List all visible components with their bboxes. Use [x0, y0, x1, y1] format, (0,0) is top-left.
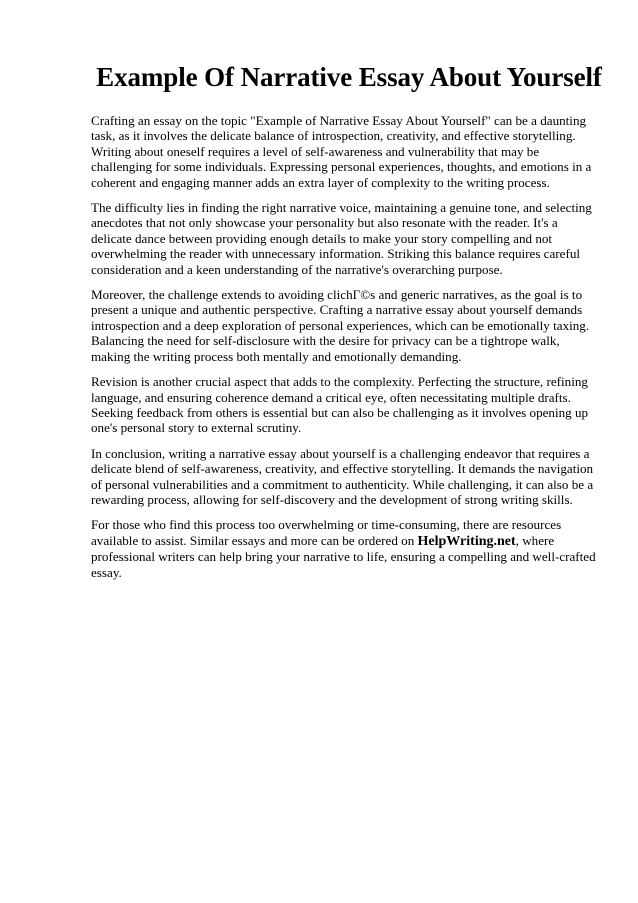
closing-text-before: For those who find this process too overwhelming or time-consuming, there are resources available to assist. Similar essays and more can be ordered on: [91, 517, 562, 548]
paragraph-conclusion: In conclusion, writing a narrative essay about yourself is a challenging endeavor that requires a delicate blend of self-awareness, creativity, and effective storytelling. It demands the navigation of personal vulnerabilities and a commitment to authenticity. While challenging, it can also be a rewarding process, allowing for self-discovery and the development of strong writing skills.: [91, 445, 594, 507]
paragraph-intro: Crafting an essay on the topic "Example of Narrative Essay About Yourself" can be a daunting task, as it involves the delicate balance of introspection, creativity, and effective storytelling. Writing about oneself requires a level of self-awareness and vulnerability that may be challenging for some individuals. Expressing personal experiences, thoughts, and emotions in a coherent and engaging manner adds an extra layer of complexity to the writing process.: [91, 113, 592, 190]
paragraph-revision: Revision is another crucial aspect that adds to the complexity. Perfecting the structure, refining language, and ensuring coherence demand a critical eye, often necessitating multiple drafts. Seeking feedback from others is essential but can also be challenging as it involves opening up one's personal story to external scrutiny.: [91, 374, 589, 436]
paragraph-closing: [91, 517, 599, 580]
closing-text-after: , where professional writers can help bring your narrative to life, ensuring a compelling and well-crafted essay.: [91, 532, 596, 580]
paragraph-difficulty: The difficulty lies in finding the right narrative voice, maintaining a genuine tone, and selecting anecdotes that not only showcase your personality but also resonate with the reader. It's a delicate dance between providing enough details to make your story compelling and not overwhelming the reader with unnecessary information. Striking this balance requires careful consideration and a keen understanding of the narrative's overarching purpose.: [91, 200, 592, 277]
brand-link[interactable]: HelpWriting.net: [417, 533, 516, 549]
document-page: [91, 60, 602, 590]
paragraph-cliches: Moreover, the challenge extends to avoiding clichГ©s and generic narratives, as the goal is to present a unique and authentic perspective. Crafting a narrative essay about yourself demands introspection and a deep exploration of personal experiences, which can be emotionally taxing. Balancing the need for self-disclosure with the desire for privacy can be a tightrope walk, making the writing process both mentally and emotionally demanding.: [91, 287, 590, 364]
document-title: Example Of Narrative Essay About Yourself: [96, 62, 602, 92]
